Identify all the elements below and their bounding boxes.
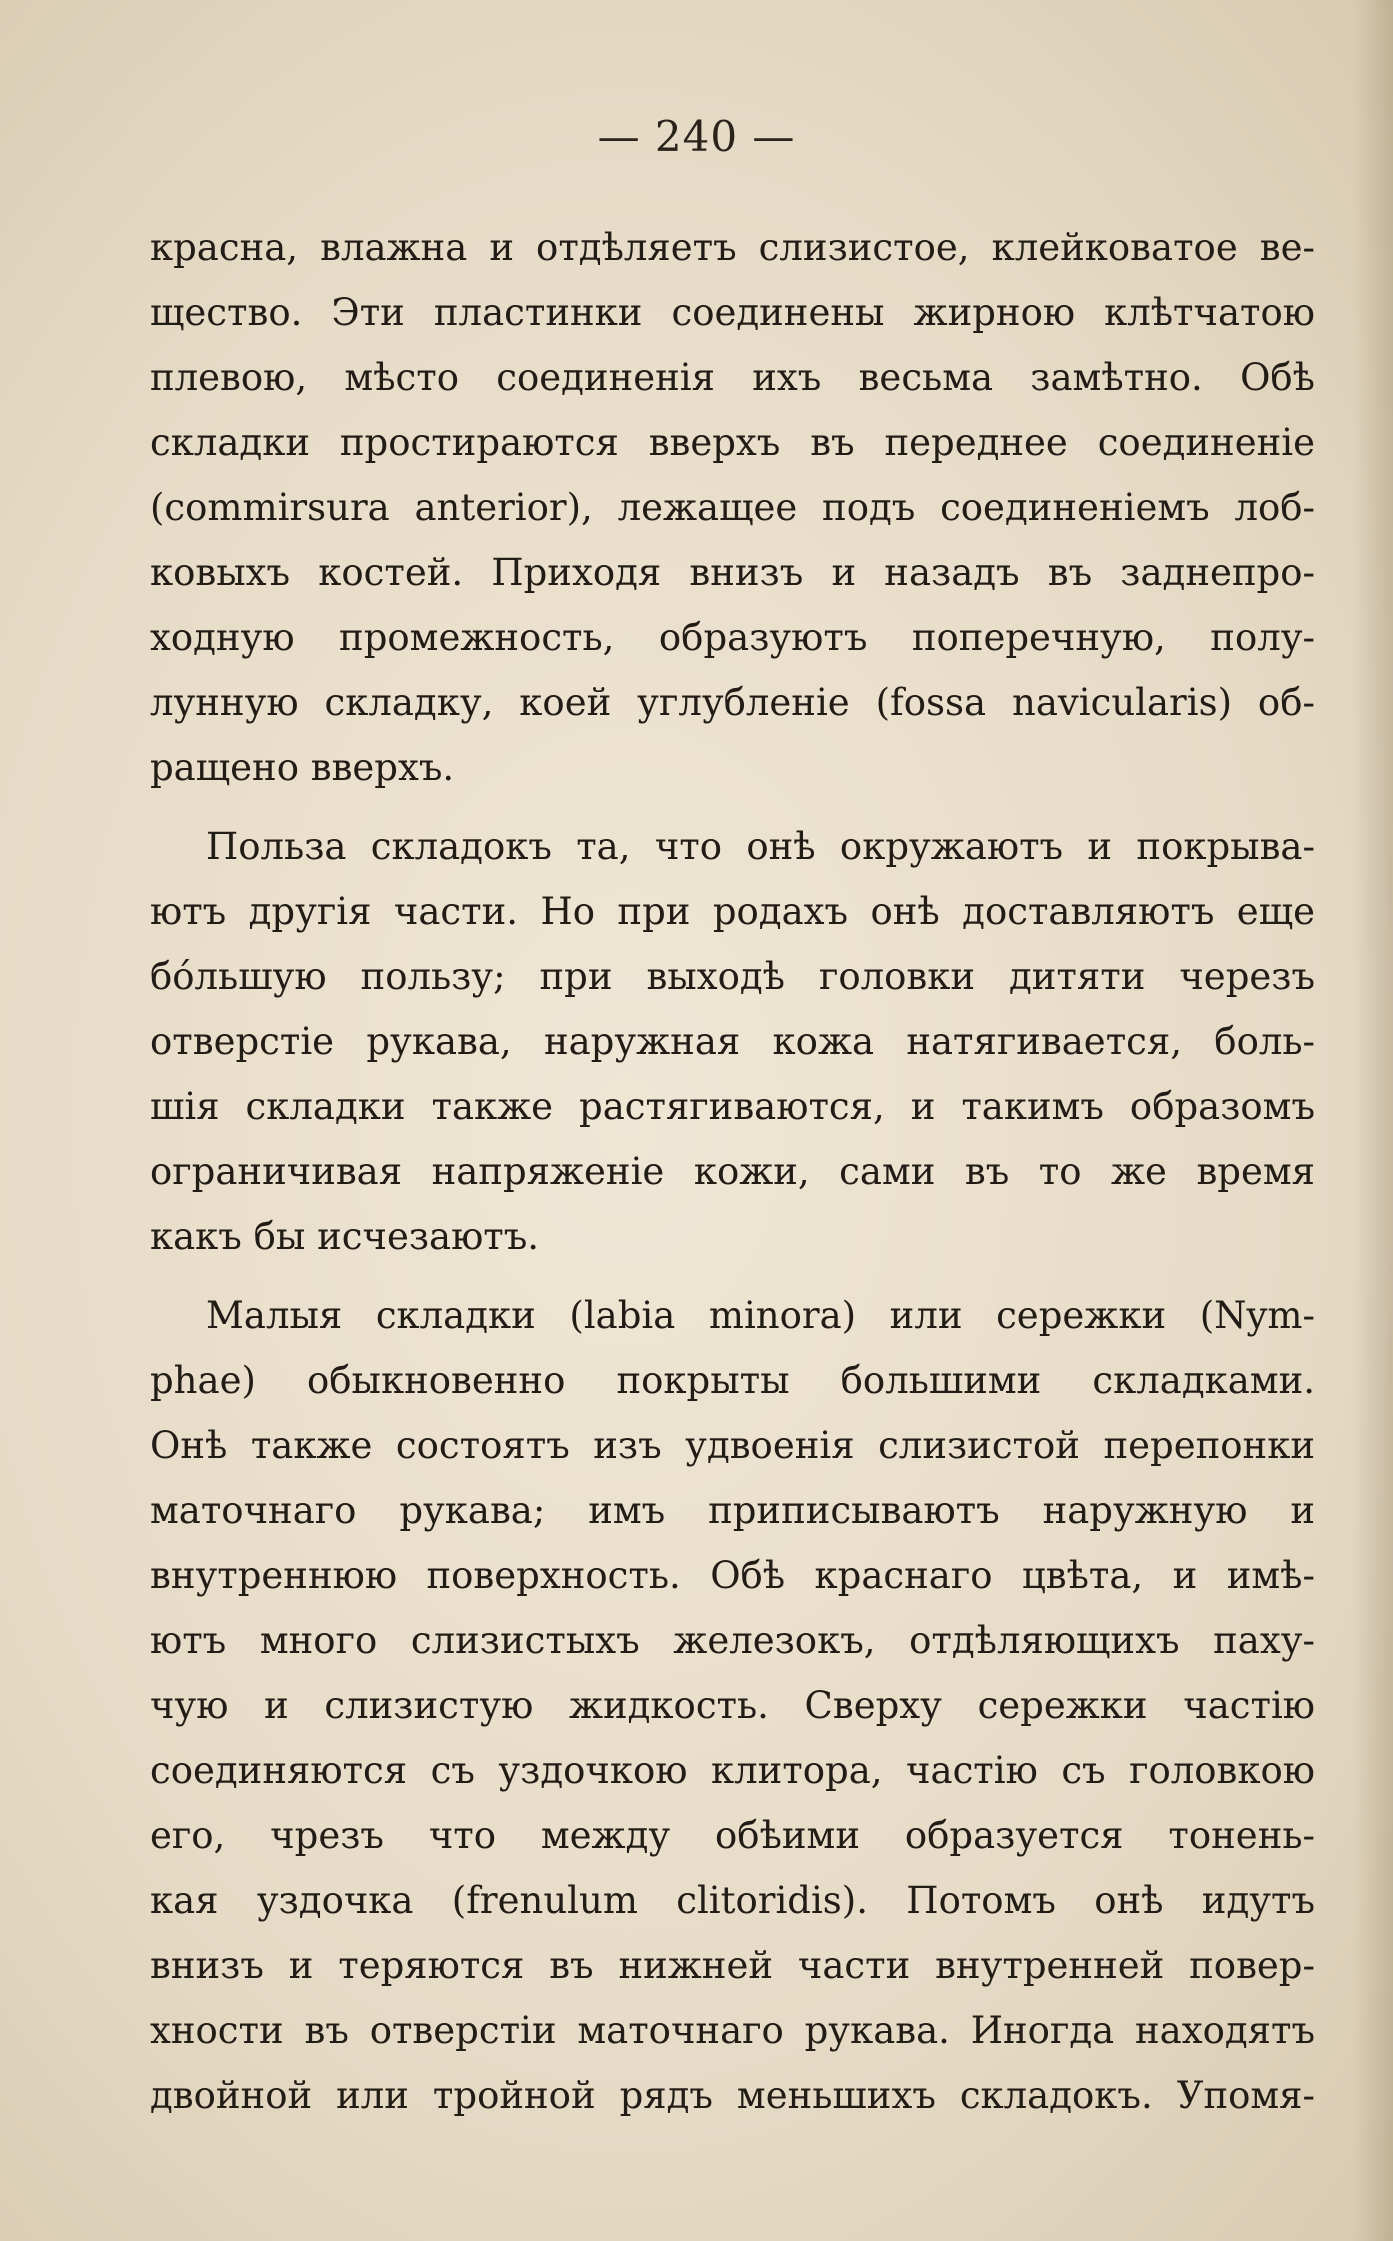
text-line: отверстіе рукава, наружная кожа натягивается, боль- (150, 1020, 1315, 1063)
paragraph-2 (150, 814, 1315, 1269)
text-line: щество. Эти пластинки соединены жирною клѣтчатою (150, 291, 1315, 334)
body-text (150, 215, 1315, 2128)
text-line: (commirsura anterior), лежащее подъ соединеніемъ лоб- (150, 486, 1315, 529)
text-line: ходную промежность, образуютъ поперечную, полу- (150, 616, 1315, 659)
text-line: какъ бы исчезаютъ. (150, 1215, 540, 1258)
text-line: бо́льшую пользу; при выходѣ головки дитяти черезъ (150, 955, 1315, 998)
text-line: ютъ много слизистыхъ железокъ, отдѣляющихъ паху- (150, 1619, 1315, 1662)
text-line: ограничивая напряженіе кожи, сами въ то же время (150, 1150, 1315, 1193)
text-line: Польза складокъ та, что онѣ окружаютъ и покрыва- (206, 825, 1315, 868)
text-line: плевою, мѣсто соединенія ихъ весьма замѣтно. Обѣ (150, 356, 1315, 399)
page-edge-shadow (1353, 0, 1393, 2241)
paragraph-3 (150, 1283, 1315, 2128)
text-line: Онѣ также состоятъ изъ удвоенія слизистой перепонки (150, 1424, 1315, 1467)
text-line: двойной или тройной рядъ меньшихъ складокъ. Упомя- (150, 2074, 1315, 2117)
text-line: phae) обыкновенно покрыты большими складками. (150, 1359, 1315, 1402)
text-line: шія складки также растягиваются, и такимъ образомъ (150, 1085, 1315, 1128)
text-line: ютъ другія части. Но при родахъ онѣ доставляютъ еще (150, 890, 1315, 933)
text-line: Малыя складки (labia minora) или сережки (Nym- (206, 1294, 1315, 1337)
paragraph-1 (150, 215, 1315, 800)
text-line: внизъ и теряются въ нижней части внутренней повер- (150, 1944, 1315, 1987)
text-line: красна, влажна и отдѣляетъ слизистое, клейковатое ве- (150, 226, 1315, 269)
text-line: складки простираются вверхъ въ переднее соединеніе (150, 421, 1315, 464)
text-line: лунную складку, коей углубленіе (fossa navicularis) об- (150, 681, 1315, 724)
text-line: хности въ отверстіи маточнаго рукава. Иногда находятъ (150, 2009, 1315, 2052)
text-line: маточнаго рукава; имъ приписываютъ наружную и (150, 1489, 1315, 1532)
text-line: соединяются съ уздочкою клитора, частію съ головкою (150, 1749, 1315, 1792)
page-number: — 240 — (597, 112, 796, 161)
text-line: ращено вверхъ. (150, 746, 455, 789)
text-line: ковыхъ костей. Приходя внизъ и назадъ въ заднепро- (150, 551, 1315, 594)
text-line: его, чрезъ что между обѣими образуется тонень- (150, 1814, 1315, 1857)
text-line: внутреннюю поверхность. Обѣ краснаго цвѣта, и имѣ- (150, 1554, 1315, 1597)
text-line: кая уздочка (frenulum clitoridis). Потомъ онѣ идутъ (150, 1879, 1315, 1922)
text-line: чую и слизистую жидкость. Сверху сережки частію (150, 1684, 1315, 1727)
